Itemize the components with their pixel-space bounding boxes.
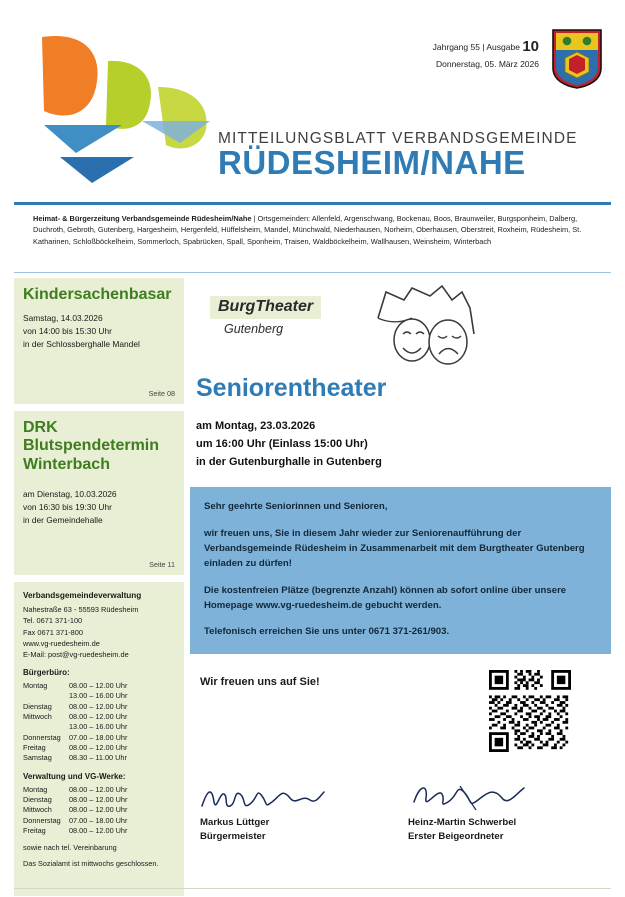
- administration-info-box: [14, 582, 184, 896]
- hours-day: Mittwoch: [23, 711, 52, 721]
- hours-value: 08.00 – 12.00 Uhr: [69, 743, 128, 752]
- admin-website[interactable]: www.vg-ruedesheim.de: [23, 638, 100, 648]
- hours-day: Dienstag: [23, 701, 52, 711]
- verwaltung-hours-table: [23, 785, 175, 837]
- left-sidebar: [14, 278, 184, 896]
- teaser-line: in der Gemeindehalle: [23, 515, 103, 526]
- buergerbuero-title: Bürgerbüro:: [23, 667, 70, 677]
- hours-value: 08.00 – 12.00 Uhr: [69, 711, 128, 721]
- admin-address: Nahestraße 63 - 55593 Rüdesheim: [23, 605, 139, 615]
- hours-value: 08.00 – 12.00 Uhr: [69, 826, 128, 836]
- hours-value: 08.00 – 12.00 Uhr: [69, 805, 128, 815]
- event-details: [196, 417, 611, 471]
- teaser-line: Samstag, 14.03.2026: [23, 313, 103, 324]
- hours-day: Donnerstag: [23, 732, 61, 742]
- hours-day: Dienstag: [23, 795, 52, 805]
- hours-value: 08.00 – 12.00 Uhr: [69, 784, 128, 794]
- verwaltung-title: Verwaltung und VG-Werke:: [23, 771, 126, 781]
- hours-day: Samstag: [23, 753, 52, 763]
- main-article: [190, 278, 611, 688]
- closing-line: Wir freuen uns auf Sie!: [200, 675, 320, 688]
- teaser-line: von 16:30 bis 19:30 Uhr: [23, 502, 112, 513]
- burgtheater-logo: [190, 278, 611, 368]
- masthead-header: [0, 0, 625, 205]
- buergerbuero-hours-table: [23, 681, 175, 764]
- hours-value: 07.00 – 18.00 Uhr: [69, 732, 128, 742]
- hours-day: [23, 691, 69, 701]
- panel-paragraph: wir freuen uns, Sie in diesem Jahr wieder zur Seniorenaufführung der Verbandsgemeinde Rüdesheim in Zusammenarbeit mit dem Burgtheater Gutenberg einladen zu dürfen!: [204, 527, 585, 570]
- table-row: [23, 795, 175, 805]
- hours-day: [23, 722, 69, 732]
- teaser-blutspendetermin[interactable]: [14, 411, 184, 575]
- hours-value: 08.00 – 12.00 Uhr: [69, 701, 128, 711]
- teaser-line: von 14:00 bis 15:30 Uhr: [23, 326, 112, 337]
- admin-email[interactable]: E-Mail: post@vg-ruedesheim.de: [23, 649, 129, 659]
- table-row: [23, 816, 175, 826]
- admin-tel: Tel. 0671 371-100: [23, 616, 83, 626]
- table-row: [23, 702, 175, 712]
- table-row: [23, 681, 175, 691]
- signatory-name: Markus Lüttger: [200, 817, 270, 828]
- signature-mark-beigeordneter: [408, 780, 528, 814]
- vg-logo-icon: [30, 25, 245, 185]
- issue-date: Donnerstag, 05. März 2026: [435, 58, 539, 69]
- orte-separator: | Ortsgemeinden:: [253, 214, 311, 223]
- signatory-right: [408, 816, 516, 844]
- panel-paragraph: Die kostenfreien Plätze (begrenzte Anzahl) können ab sofort online über unsere Homepage www.vg-ruedesheim.de gebucht werden.: [204, 584, 567, 612]
- hours-day: Montag: [23, 680, 48, 690]
- burgtheater-location: Gutenberg: [224, 322, 284, 336]
- table-row: [23, 733, 175, 743]
- issue-info: [433, 36, 539, 70]
- hours-day: Montag: [23, 784, 48, 794]
- table-row: [23, 712, 175, 722]
- article-title: Seniorentheater: [196, 374, 387, 402]
- teaser-line: in der Schlossberghalle Mandel: [23, 339, 140, 350]
- issue-label: Jahrgang 55 | Ausgabe: [432, 42, 520, 52]
- admin-title: Verbandsgemeindeverwaltung: [23, 591, 142, 600]
- hours-value: 13.00 – 16.00 Uhr: [69, 691, 128, 701]
- signatory-name: Heinz-Martin Schwerbel: [408, 817, 517, 828]
- table-row: [23, 743, 175, 753]
- table-row: [23, 826, 175, 836]
- hours-value: 08.00 – 12.00 Uhr: [69, 795, 128, 805]
- hours-day: Freitag: [23, 826, 46, 836]
- event-time: um 16:00 Uhr (Einlass 15:00 Uhr): [196, 438, 368, 451]
- announcement-panel: [190, 487, 611, 653]
- burgtheater-wordmark: BurgTheater: [210, 296, 321, 319]
- footer-divider: [14, 888, 611, 889]
- masthead-subtitle: MITTEILUNGSBLATT VERBANDSGEMEINDE: [218, 130, 578, 147]
- orte-list: Allenfeld, Argenschwang, Bockenau, Boos, Braunweiler, Burgsponheim, Dalberg, Duchroth, Gebroth, Gutenberg, Hargesheim, Hergenfeld, Hüffelsheim, Mandel, Münchwald, Niederhausen, Norheim, Oberhausen, Oberstreit, Roxheim, Rüdesheim, St. Katharinen, Schloßböckelheim, Sommerloch, Spabrücken, Spall, Sponheim, Traisen, Waldböckelheim, Wallhausen, Weinsheim, Winterbach: [33, 214, 582, 246]
- hours-value: 07.00 – 18.00 Uhr: [69, 815, 128, 825]
- admin-fax: Fax 0671 371-800: [23, 627, 83, 637]
- page-reference: Seite 11: [149, 560, 175, 569]
- page-title: RÜDESHEIM/NAHE: [218, 144, 526, 181]
- table-row: [23, 753, 175, 763]
- masthead-title-block: [218, 130, 613, 181]
- hours-value: 08.30 – 11.00 Uhr: [69, 753, 127, 763]
- header-divider: [14, 202, 611, 205]
- orte-lead: Heimat- & Bürgerzeitung Verbandsgemeinde Rüdesheim/Nahe: [33, 214, 252, 223]
- signatory-role: Bürgermeister: [200, 830, 266, 842]
- teaser-title: Kindersachenbasar: [23, 286, 172, 303]
- hours-value: 13.00 – 16.00 Uhr: [69, 722, 128, 732]
- qr-code-icon[interactable]: [489, 670, 571, 752]
- admin-note-closed: Das Sozialamt ist mittwochs geschlossen.: [23, 859, 159, 869]
- teaser-kindersachenbasar[interactable]: [14, 278, 184, 404]
- hours-day: Mittwoch: [23, 805, 52, 815]
- admin-note-appointment: sowie nach tel. Vereinbarung: [23, 842, 117, 852]
- panel-phone: Telefonisch erreichen Sie uns unter 0671 371-261/903.: [204, 626, 450, 638]
- hours-day: Donnerstag: [23, 815, 61, 825]
- event-date: am Montag, 23.03.2026: [196, 420, 316, 432]
- signature-mark-buergermeister: [198, 782, 328, 814]
- issue-number: 10: [522, 38, 539, 55]
- signatory-role: Erster Beigeordneter: [408, 830, 504, 842]
- teaser-title: DRK Blutspendetermin Winterbach: [23, 419, 160, 473]
- orte-divider: [14, 272, 611, 273]
- signatory-left: [200, 816, 269, 844]
- teaser-line: am Dienstag, 10.03.2026: [23, 489, 117, 500]
- coat-of-arms-icon: [551, 28, 603, 90]
- hours-day: Freitag: [23, 743, 46, 752]
- municipalities-strip: [33, 213, 611, 247]
- table-row: [23, 805, 175, 815]
- hours-value: 08.00 – 12.00 Uhr: [69, 680, 128, 690]
- panel-salutation: Sehr geehrte Seniorinnen und Senioren,: [204, 501, 388, 513]
- table-row: [23, 691, 175, 701]
- table-row: [23, 785, 175, 795]
- table-row: [23, 722, 175, 732]
- event-location: in der Gutenburghalle in Gutenberg: [196, 456, 382, 469]
- page-reference: Seite 08: [148, 389, 175, 398]
